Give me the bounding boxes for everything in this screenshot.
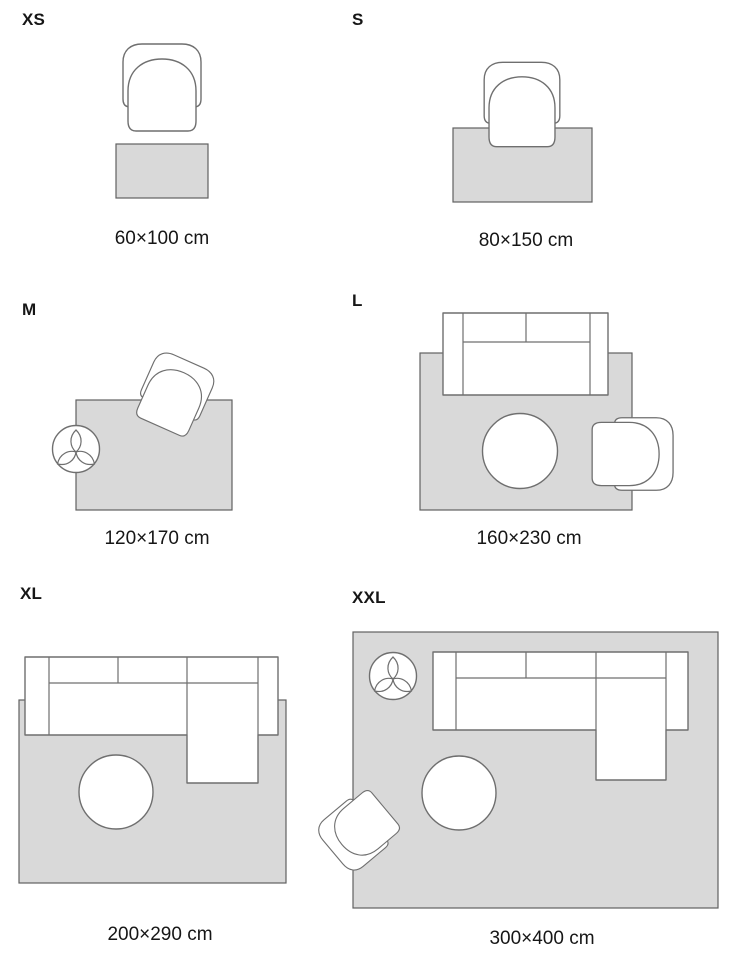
diagram-xl <box>19 657 286 883</box>
armchair-icon <box>592 418 673 491</box>
dimension-label-l: 160×230 cm <box>476 528 582 549</box>
dimension-label-m: 120×170 cm <box>104 528 210 549</box>
dimension-label-xl: 200×290 cm <box>107 924 213 945</box>
diagram-l <box>420 313 673 510</box>
coffee-table-icon <box>422 756 496 830</box>
diagram-xs <box>116 44 208 198</box>
size-label-xl: XL <box>20 584 43 603</box>
coffee-table-icon <box>79 755 153 829</box>
size-label-xs: XS <box>22 10 46 29</box>
diagram-s <box>453 62 592 202</box>
dimension-label-xxl: 300×400 cm <box>489 928 595 949</box>
dimension-label-xs: 60×100 cm <box>114 228 210 249</box>
size-label-l: L <box>352 291 363 310</box>
armchair-icon <box>484 62 560 146</box>
dimension-label-s: 80×150 cm <box>478 230 574 251</box>
size-label-xxl: XXL <box>352 588 386 607</box>
diagram-m <box>53 349 233 510</box>
plant-icon <box>53 426 100 473</box>
rug-xs <box>116 144 208 198</box>
coffee-table-icon <box>483 414 558 489</box>
size-label-m: M <box>22 300 37 319</box>
sofa-icon <box>443 313 608 395</box>
diagram-xxl <box>313 632 718 908</box>
armchair-icon <box>123 44 201 131</box>
size-label-s: S <box>352 10 364 29</box>
plant-icon <box>370 653 417 700</box>
